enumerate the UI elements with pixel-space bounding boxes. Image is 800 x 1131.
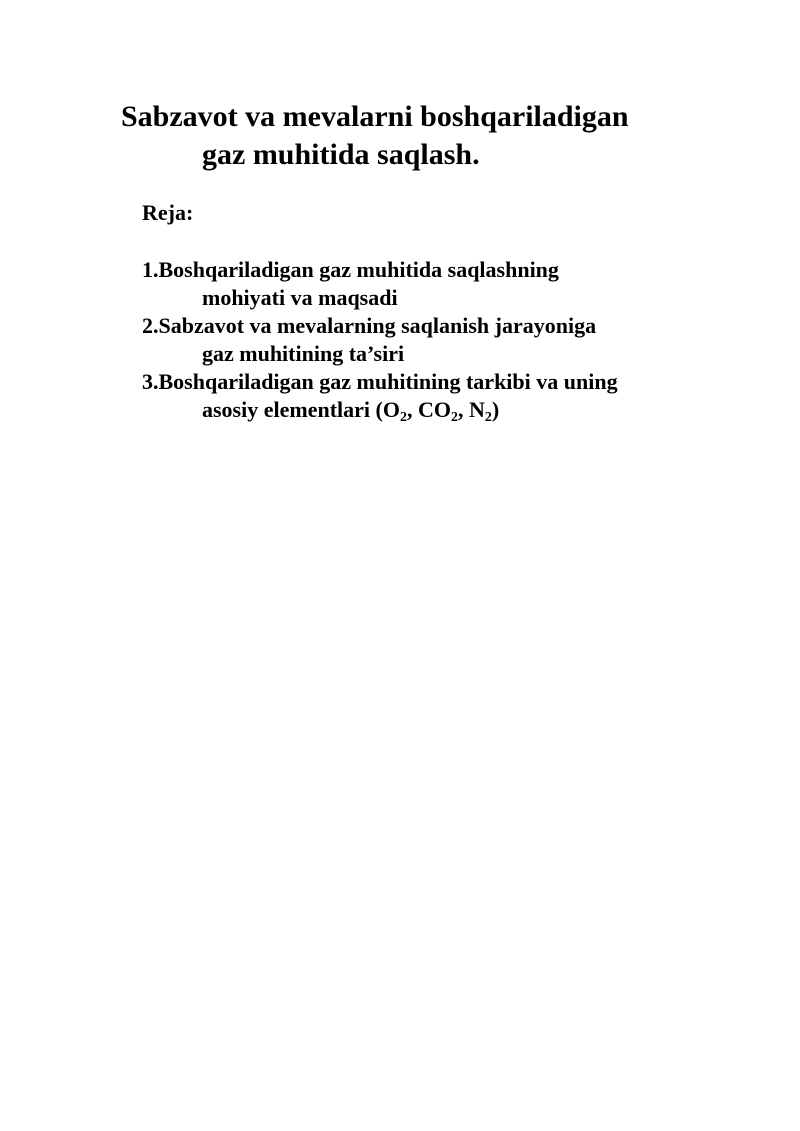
chemical-text-co: , CO xyxy=(406,397,451,422)
plan-heading: Reja: xyxy=(142,200,194,225)
plan-item xyxy=(142,312,618,368)
plan-item-1-line-1: 1.Boshqariladigan gaz muhitida saqlashning xyxy=(142,257,559,282)
plan-item xyxy=(142,256,618,312)
plan-item-3-line-1: 3.Boshqariladigan gaz muhitining tarkibi va uning xyxy=(142,369,618,394)
plan-item-2-line-2: gaz muhitining ta’siri xyxy=(202,341,405,366)
chemical-text-suffix: ) xyxy=(491,397,500,422)
plan-item-1-line-2: mohiyati va maqsadi xyxy=(202,285,398,310)
subscript-co2: 2 xyxy=(450,410,458,425)
title-line-2: gaz muhitida saqlash. xyxy=(202,138,480,171)
plan-item-3-line-2 xyxy=(142,396,618,424)
chemical-text-n: , N xyxy=(457,397,485,422)
subscript-n2: 2 xyxy=(484,410,492,425)
document-title xyxy=(121,98,629,174)
plan-item xyxy=(142,368,618,424)
title-line-1: Sabzavot va mevalarni boshqariladigan xyxy=(121,100,629,133)
subscript-o2: 2 xyxy=(399,410,407,425)
plan-item-2-line-1: 2.Sabzavot va mevalarning saqlanish jarayoniga xyxy=(142,313,597,338)
chemical-text-prefix: asosiy elementlari (O xyxy=(202,397,400,422)
plan-list xyxy=(142,256,618,424)
